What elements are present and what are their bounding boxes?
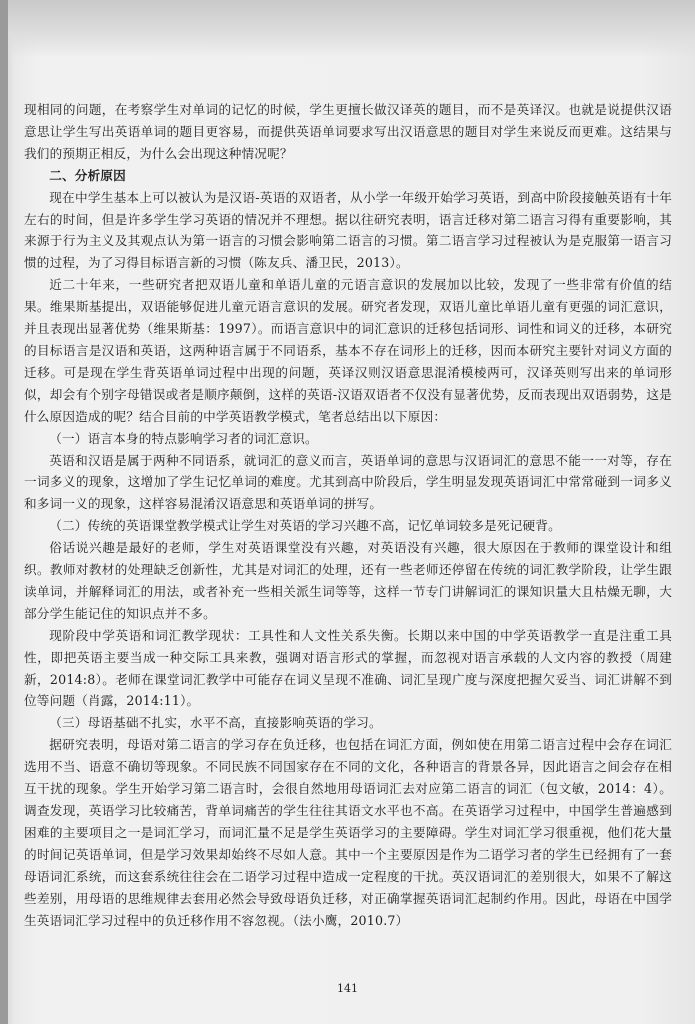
paragraph-continuation: 现相同的问题，在考察学生对单词的记忆的时候，学生更擅长做汉译英的题目，而不是英译汉。也就是说提供汉语意思让学生写出英语单词的题目更容易，而提供英语单词要求写出汉语意思的题目对学生来说反而更难。这结果与我们的预期正相反，为什么会出现这种情况呢？ (24, 102, 672, 161)
paragraph: 英语和汉语是属于两种不同语系，就词汇的意义而言，英语单词的意思与汉语词汇的意思不能一一对等，存在一词多义的现象，这增加了学生记忆单词的难度。尤其到高中阶段后，学生明显发现英语词汇中常常碰到一词多义和多词一义的现象，这样容易混淆汉语意思和英语单词的拼写。 (24, 452, 672, 512)
subsection-heading: （二）传统的英语课堂教学模式让学生对英语的学习兴趣不高，记忆单词较多是死记硬背。 (49, 518, 561, 534)
page-number: 141 (337, 982, 358, 995)
paragraph: 现阶段中学英语和词汇教学现状：工具性和人文性关系失衡。长期以来中国的中学英语教学一直是注重工具性，即把英语主要当成一种交际工具来教，强调对语言形式的掌握，而忽视对语言承载的人文内容的教授（周建新，2014:8）。老师在课堂词汇教学中可能存在词义呈现不准确、词汇呈现广度与深度把握欠妥当、词汇讲解不到位等问题（肖露，2014:11）。 (24, 627, 672, 709)
subsection-heading: （三）母语基础不扎实，水平不高，直接影响英语的学习。 (49, 715, 382, 731)
paragraph: 现在中学生基本上可以被认为是汉语-英语的双语者，从小学一年级开始学习英语，到高中阶段接触英语有十年左右的时间，但是许多学生学习英语的情况并不理想。据以往研究表明，语言迁移对第二语言习得有重要影响，其来源于行为主义及其观点认为第一语言的习惯会影响第二语言的习惯。第二语言学习过程被认为是克服第一语言习惯的过程，为了习得目标语言新的习惯（陈友兵、潘卫民，2013）。 (24, 189, 672, 271)
body-text (24, 99, 672, 931)
scan-shadow (0, 0, 695, 58)
paragraph: 俗话说兴趣是最好的老师，学生对英语课堂没有兴趣，对英语没有兴趣，很大原因在于教师的课堂设计和组织。教师对教材的处理缺乏创新性，尤其是对词汇的处理，还有一些老师还停留在传统的词汇教学阶段，让学生跟读单词，并解释词汇的用法，或者补充一些相关派生词等等，这样一节专门讲解词汇的课知识量大且枯燥无聊，大部分学生能记住的知识点并不多。 (24, 540, 672, 621)
section-heading: 二、分析原因 (49, 167, 126, 183)
paragraph: 近二十年来，一些研究者把双语儿童和单语儿童的元语言意识的发展加以比较，发现了一些非常有价值的结果。维果斯基提出，双语能够促进儿童元语言意识的发展。研究者发现，双语儿童比单语儿童有更强的词汇意识，并且表现出显著优势（维果斯基：1997）。而语言意识中的词汇意识的迁移包括词形、词性和词义的迁移，本研究的目标语言是汉语和英语，这两种语言属于不同语系，基本不存在词形上的迁移，因而本研究主要针对词义方面的迁移。可是现在学生背英语单词过程中出现的问题，英译汉则汉语意思混淆模棱两可，汉译英则写出来的单词形似，却会有个别字母错误或者是顺序颠倒，这样的英语-汉语双语者不仅没有显著优势，反而表现出双语弱势，这是什么原因造成的呢？结合目前的中学英语教学模式，笔者总结出以下原因： (24, 277, 672, 424)
paragraph: 据研究表明，母语对第二语言的学习存在负迁移，也包括在词汇方面，例如使在用第二语言过程中会存在词汇选用不当、语意不确切等现象。不同民族不同国家存在不同的文化，各种语言的背景各异，因此语言之间会存在相互干扰的现象。学生开始学习第二语言时，会很自然地用母语词汇去对应第二语言的词汇（包文敏，2014：4）。调查发现，英语学习比较痛苦，背单词痛苦的学生往往其语文水平也不高。在英语学习过程中，中国学生普遍感到困难的主要项目之一是词汇学习，而词汇量不足是学生英语学习的主要障碍。学生对词汇学习很重视，他们花大量的时间记英语单词，但是学习效果却始终不尽如人意。其中一个主要原因是作为二语学习者的学生已经拥有了一套母语词汇系统，而这套系统往往会在二语学习过程中造成一定程度的干扰。英汉语词汇的差别很大，如果不了解这些差别，用母语的思维规律去套用必然会导致母语负迁移，对正确掌握英语词汇起制约作用。因此，母语在中国学生英语词汇学习过程中的负迁移作用不容忽视。（法小鹰，2010.7） (24, 737, 672, 928)
page-binding-edge (0, 0, 8, 1024)
subsection-heading: （一）语言本身的特点影响学习者的词汇意识。 (49, 430, 318, 446)
